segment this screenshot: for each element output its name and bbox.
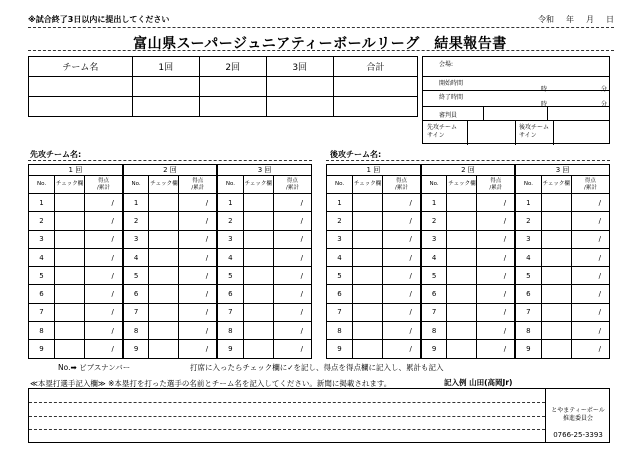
batter-number: 8 bbox=[123, 322, 149, 340]
check-cell[interactable] bbox=[243, 230, 273, 248]
batter-number: 3 bbox=[421, 230, 447, 248]
check-cell[interactable] bbox=[353, 230, 383, 248]
check-cell[interactable] bbox=[541, 322, 571, 340]
score-cell[interactable]: / bbox=[273, 340, 311, 358]
batter-number: 7 bbox=[515, 303, 541, 321]
batter-number: 5 bbox=[217, 267, 243, 285]
batter-row bbox=[29, 285, 312, 303]
home-run-line-3[interactable] bbox=[29, 429, 545, 430]
batter-number: 6 bbox=[123, 285, 149, 303]
second-inning-3-check-header: チェック欄 bbox=[541, 176, 571, 194]
sign-row[interactable] bbox=[423, 121, 611, 145]
score-cell[interactable]: / bbox=[383, 285, 421, 303]
batter-number: 5 bbox=[421, 267, 447, 285]
score-cell[interactable]: / bbox=[179, 248, 217, 266]
date-day: 日 bbox=[606, 15, 614, 24]
batter-number: 5 bbox=[515, 267, 541, 285]
score-cell[interactable]: / bbox=[383, 340, 421, 358]
batter-row bbox=[327, 194, 610, 212]
first-inning-3-header: 3 回 bbox=[217, 165, 311, 176]
second-team-batting-table bbox=[326, 164, 610, 359]
score-row-first[interactable] bbox=[29, 77, 418, 97]
second-team-name-line[interactable] bbox=[326, 160, 610, 161]
score-col-3: 3回 bbox=[266, 57, 333, 77]
batter-number: 4 bbox=[421, 248, 447, 266]
batter-row bbox=[327, 230, 610, 248]
score-row-second[interactable] bbox=[29, 97, 418, 117]
batter-number: 6 bbox=[515, 285, 541, 303]
first-inning-2-score-header: 得点 /累計 bbox=[179, 176, 217, 194]
score-cell[interactable]: / bbox=[571, 248, 609, 266]
check-cell[interactable] bbox=[541, 303, 571, 321]
batter-number: 3 bbox=[515, 230, 541, 248]
score-cell[interactable]: / bbox=[179, 303, 217, 321]
check-cell[interactable] bbox=[149, 267, 179, 285]
batter-row bbox=[29, 322, 312, 340]
batter-number: 4 bbox=[217, 248, 243, 266]
batter-number: 2 bbox=[421, 212, 447, 230]
batter-number: 1 bbox=[29, 194, 55, 212]
score-cell[interactable]: / bbox=[273, 322, 311, 340]
second-inning-3-header: 3 回 bbox=[515, 165, 609, 176]
batter-number: 4 bbox=[29, 248, 55, 266]
check-cell[interactable] bbox=[149, 212, 179, 230]
score-cell[interactable]: / bbox=[383, 303, 421, 321]
check-cell[interactable] bbox=[243, 340, 273, 358]
score-cell[interactable]: / bbox=[383, 267, 421, 285]
score-table bbox=[28, 56, 418, 117]
score-cell[interactable]: / bbox=[273, 248, 311, 266]
check-cell[interactable] bbox=[447, 303, 477, 321]
first-inning-2-no-header: No. bbox=[123, 176, 149, 194]
check-cell[interactable] bbox=[541, 194, 571, 212]
batter-number: 9 bbox=[515, 340, 541, 358]
score-cell[interactable]: / bbox=[571, 194, 609, 212]
check-cell[interactable] bbox=[353, 267, 383, 285]
score-col-total: 合計 bbox=[333, 57, 417, 77]
organizer-line-2: 推進委員会 bbox=[562, 415, 593, 422]
score-cell[interactable]: / bbox=[179, 194, 217, 212]
first-team-batting-table bbox=[28, 164, 312, 359]
home-run-entry-box bbox=[28, 388, 610, 443]
batter-row bbox=[29, 303, 312, 321]
batter-number: 9 bbox=[29, 340, 55, 358]
score-cell[interactable]: / bbox=[85, 267, 123, 285]
score-cell[interactable]: / bbox=[273, 303, 311, 321]
check-cell[interactable] bbox=[149, 230, 179, 248]
score-cell[interactable]: / bbox=[273, 212, 311, 230]
check-cell[interactable] bbox=[447, 230, 477, 248]
score-cell[interactable]: / bbox=[383, 322, 421, 340]
start-time-label: 開始時間 bbox=[439, 80, 464, 87]
check-cell[interactable] bbox=[353, 340, 383, 358]
date-month: 月 bbox=[586, 15, 594, 24]
batter-number: 5 bbox=[29, 267, 55, 285]
check-cell[interactable] bbox=[541, 285, 571, 303]
batter-number: 1 bbox=[421, 194, 447, 212]
batter-number: 1 bbox=[327, 194, 353, 212]
score-cell[interactable]: / bbox=[85, 194, 123, 212]
score-cell[interactable]: / bbox=[179, 212, 217, 230]
second-team-sign-label: 後攻チーム サイン bbox=[519, 124, 550, 139]
check-cell[interactable] bbox=[447, 340, 477, 358]
check-cell[interactable] bbox=[243, 303, 273, 321]
batter-number: 2 bbox=[515, 212, 541, 230]
second-inning-1-score-header: 得点 /累計 bbox=[383, 176, 421, 194]
score-cell[interactable]: / bbox=[179, 230, 217, 248]
score-cell[interactable]: / bbox=[273, 267, 311, 285]
check-cell[interactable] bbox=[149, 285, 179, 303]
score-cell[interactable]: / bbox=[85, 322, 123, 340]
second-inning-3-score-header: 得点 /累計 bbox=[571, 176, 609, 194]
check-cell[interactable] bbox=[353, 212, 383, 230]
inning-header-row bbox=[327, 165, 610, 176]
column-header-row bbox=[327, 176, 610, 194]
batter-number: 4 bbox=[515, 248, 541, 266]
batter-number: 4 bbox=[123, 248, 149, 266]
score-cell[interactable]: / bbox=[477, 230, 515, 248]
start-hour-label: 時 bbox=[541, 86, 548, 93]
score-cell[interactable]: / bbox=[571, 230, 609, 248]
score-cell[interactable]: / bbox=[477, 267, 515, 285]
batter-number: 3 bbox=[217, 230, 243, 248]
check-cell[interactable] bbox=[541, 248, 571, 266]
first-inning-1-header: 1 回 bbox=[29, 165, 123, 176]
batter-number: 7 bbox=[421, 303, 447, 321]
date-year: 年 bbox=[566, 15, 574, 24]
check-cell[interactable] bbox=[55, 230, 85, 248]
check-cell[interactable] bbox=[55, 340, 85, 358]
score-cell[interactable]: / bbox=[179, 267, 217, 285]
batter-row bbox=[29, 248, 312, 266]
batter-number: 6 bbox=[421, 285, 447, 303]
batter-number: 8 bbox=[327, 322, 353, 340]
bib-note: No.➡ ビブスナンバー bbox=[58, 363, 131, 372]
first-team-sign-label: 先攻チーム サイン bbox=[427, 124, 458, 139]
check-cell[interactable] bbox=[541, 230, 571, 248]
batter-number: 2 bbox=[29, 212, 55, 230]
score-cell[interactable]: / bbox=[477, 212, 515, 230]
batter-number: 1 bbox=[217, 194, 243, 212]
start-minute-label: 分 bbox=[601, 86, 608, 93]
organizer-line-1: とやまティーボール bbox=[551, 407, 605, 414]
check-cell[interactable] bbox=[447, 212, 477, 230]
check-cell[interactable] bbox=[541, 267, 571, 285]
batter-number: 8 bbox=[29, 322, 55, 340]
check-cell[interactable] bbox=[243, 212, 273, 230]
score-cell[interactable]: / bbox=[571, 303, 609, 321]
score-cell[interactable]: / bbox=[571, 267, 609, 285]
entry-instruction: 打席に入ったらチェック欄に✓を記し、得点を得点欄に記入し、累計も記入 bbox=[190, 363, 444, 372]
score-cell[interactable]: / bbox=[85, 285, 123, 303]
score-cell[interactable]: / bbox=[383, 194, 421, 212]
check-cell[interactable] bbox=[55, 212, 85, 230]
venue-row[interactable] bbox=[423, 57, 609, 77]
check-cell[interactable] bbox=[55, 248, 85, 266]
second-inning-1-check-header: チェック欄 bbox=[353, 176, 383, 194]
batter-row bbox=[29, 267, 312, 285]
score-cell[interactable]: / bbox=[477, 285, 515, 303]
batter-number: 6 bbox=[327, 285, 353, 303]
first-team-name-line[interactable] bbox=[28, 160, 312, 161]
batter-number: 7 bbox=[29, 303, 55, 321]
check-cell[interactable] bbox=[447, 194, 477, 212]
score-cell[interactable]: / bbox=[85, 212, 123, 230]
score-cell[interactable]: / bbox=[179, 340, 217, 358]
check-cell[interactable] bbox=[353, 248, 383, 266]
check-cell[interactable] bbox=[149, 322, 179, 340]
home-run-line-1[interactable] bbox=[29, 402, 545, 403]
check-cell[interactable] bbox=[353, 194, 383, 212]
batter-row bbox=[327, 248, 610, 266]
score-col-team: チーム名 bbox=[29, 57, 133, 77]
venue-label: 会場: bbox=[439, 61, 454, 68]
score-cell[interactable]: / bbox=[477, 340, 515, 358]
batter-number: 7 bbox=[217, 303, 243, 321]
batter-row bbox=[327, 267, 610, 285]
batter-row bbox=[29, 340, 312, 358]
score-cell[interactable]: / bbox=[383, 212, 421, 230]
score-cell[interactable]: / bbox=[273, 194, 311, 212]
check-cell[interactable] bbox=[55, 267, 85, 285]
score-cell[interactable]: / bbox=[85, 248, 123, 266]
score-cell[interactable]: / bbox=[477, 322, 515, 340]
end-hour-label: 時 bbox=[541, 101, 548, 108]
check-cell[interactable] bbox=[149, 340, 179, 358]
batter-row bbox=[327, 285, 610, 303]
second-inning-3-no-header: No. bbox=[515, 176, 541, 194]
batter-row bbox=[327, 340, 610, 358]
end-time-row[interactable] bbox=[423, 91, 609, 107]
check-cell[interactable] bbox=[55, 194, 85, 212]
check-cell[interactable] bbox=[243, 322, 273, 340]
organizer-name bbox=[547, 407, 609, 423]
start-time-row[interactable] bbox=[423, 77, 609, 91]
staff-row[interactable] bbox=[423, 107, 609, 121]
batter-number: 9 bbox=[217, 340, 243, 358]
check-cell[interactable] bbox=[55, 285, 85, 303]
second-team-label: 後攻チーム名: bbox=[330, 150, 382, 159]
batter-number: 2 bbox=[327, 212, 353, 230]
check-cell[interactable] bbox=[243, 248, 273, 266]
check-cell[interactable] bbox=[149, 194, 179, 212]
check-cell[interactable] bbox=[447, 322, 477, 340]
first-inning-1-score-header: 得点 /累計 bbox=[85, 176, 123, 194]
game-info-box bbox=[422, 56, 610, 144]
first-inning-3-check-header: チェック欄 bbox=[243, 176, 273, 194]
batter-row bbox=[29, 212, 312, 230]
check-cell[interactable] bbox=[541, 212, 571, 230]
check-cell[interactable] bbox=[541, 340, 571, 358]
home-run-example: 記入例 山田(高岡Jr) bbox=[444, 378, 513, 387]
check-cell[interactable] bbox=[149, 248, 179, 266]
page-title: 富山県スーパージュニアティーボールリーグ 結果報告書 bbox=[133, 36, 507, 52]
first-inning-1-check-header: チェック欄 bbox=[55, 176, 85, 194]
score-cell[interactable]: / bbox=[179, 322, 217, 340]
batter-number: 3 bbox=[29, 230, 55, 248]
batter-number: 5 bbox=[327, 267, 353, 285]
score-cell[interactable]: / bbox=[85, 340, 123, 358]
batter-number: 9 bbox=[327, 340, 353, 358]
score-col-2: 2回 bbox=[199, 57, 266, 77]
check-cell[interactable] bbox=[353, 285, 383, 303]
batter-number: 8 bbox=[421, 322, 447, 340]
title-dash-divider bbox=[28, 50, 614, 51]
submission-notice: ※試合終了3日以内に提出してください bbox=[28, 15, 170, 24]
inning-header-row bbox=[29, 165, 312, 176]
batter-number: 9 bbox=[123, 340, 149, 358]
date-era: 令和 bbox=[538, 15, 554, 24]
top-dash-divider bbox=[28, 27, 614, 28]
score-cell[interactable]: / bbox=[383, 248, 421, 266]
date-field[interactable] bbox=[538, 14, 614, 25]
batter-number: 8 bbox=[217, 322, 243, 340]
first-inning-3-no-header: No. bbox=[217, 176, 243, 194]
score-cell[interactable]: / bbox=[571, 285, 609, 303]
score-cell[interactable]: / bbox=[571, 212, 609, 230]
score-cell[interactable]: / bbox=[571, 340, 609, 358]
score-cell[interactable]: / bbox=[477, 194, 515, 212]
check-cell[interactable] bbox=[243, 285, 273, 303]
home-run-heading: ≪本塁打選手記入欄≫ ※本塁打を打った選手の名前とチーム名を記入してください。新聞に掲載されます。 bbox=[30, 379, 392, 388]
batter-row bbox=[327, 303, 610, 321]
score-cell[interactable]: / bbox=[477, 248, 515, 266]
staff-label: 審判員 bbox=[439, 112, 458, 119]
first-inning-1-no-header: No. bbox=[29, 176, 55, 194]
check-cell[interactable] bbox=[353, 322, 383, 340]
score-cell[interactable]: / bbox=[85, 230, 123, 248]
batter-number: 5 bbox=[123, 267, 149, 285]
batter-row bbox=[29, 194, 312, 212]
score-cell[interactable]: / bbox=[477, 303, 515, 321]
score-cell[interactable]: / bbox=[273, 230, 311, 248]
batter-number: 7 bbox=[123, 303, 149, 321]
score-header-row bbox=[29, 57, 418, 77]
batter-row bbox=[327, 322, 610, 340]
batter-number: 8 bbox=[515, 322, 541, 340]
score-cell[interactable]: / bbox=[571, 322, 609, 340]
first-inning-2-check-header: チェック欄 bbox=[149, 176, 179, 194]
check-cell[interactable] bbox=[353, 303, 383, 321]
check-cell[interactable] bbox=[243, 267, 273, 285]
first-inning-2-header: 2 回 bbox=[123, 165, 217, 176]
score-col-1: 1回 bbox=[132, 57, 199, 77]
batter-row bbox=[29, 230, 312, 248]
batter-number: 1 bbox=[123, 194, 149, 212]
batter-number: 4 bbox=[327, 248, 353, 266]
second-inning-2-no-header: No. bbox=[421, 176, 447, 194]
home-run-line-2[interactable] bbox=[29, 416, 545, 417]
batter-number: 3 bbox=[327, 230, 353, 248]
score-cell[interactable]: / bbox=[273, 285, 311, 303]
batter-number: 7 bbox=[327, 303, 353, 321]
end-time-label: 終了時間 bbox=[439, 94, 464, 101]
column-header-row bbox=[29, 176, 312, 194]
check-cell[interactable] bbox=[447, 285, 477, 303]
batter-number: 6 bbox=[29, 285, 55, 303]
check-cell[interactable] bbox=[243, 194, 273, 212]
organizer-phone: 0766-25-3393 bbox=[553, 431, 603, 439]
check-cell[interactable] bbox=[55, 322, 85, 340]
check-cell[interactable] bbox=[55, 303, 85, 321]
second-inning-2-check-header: チェック欄 bbox=[447, 176, 477, 194]
end-minute-label: 分 bbox=[601, 101, 608, 108]
batter-number: 2 bbox=[123, 212, 149, 230]
batter-number: 6 bbox=[217, 285, 243, 303]
batter-number: 1 bbox=[515, 194, 541, 212]
check-cell[interactable] bbox=[447, 267, 477, 285]
score-cell[interactable]: / bbox=[85, 303, 123, 321]
batter-number: 3 bbox=[123, 230, 149, 248]
score-cell[interactable]: / bbox=[179, 285, 217, 303]
second-inning-2-score-header: 得点 /累計 bbox=[477, 176, 515, 194]
check-cell[interactable] bbox=[149, 303, 179, 321]
second-inning-1-header: 1 回 bbox=[327, 165, 421, 176]
second-inning-1-no-header: No. bbox=[327, 176, 353, 194]
first-inning-3-score-header: 得点 /累計 bbox=[273, 176, 311, 194]
score-cell[interactable]: / bbox=[383, 230, 421, 248]
second-inning-2-header: 2 回 bbox=[421, 165, 515, 176]
first-team-label: 先攻チーム名: bbox=[30, 150, 82, 159]
batter-row bbox=[327, 212, 610, 230]
batter-number: 9 bbox=[421, 340, 447, 358]
batter-number: 2 bbox=[217, 212, 243, 230]
check-cell[interactable] bbox=[447, 248, 477, 266]
